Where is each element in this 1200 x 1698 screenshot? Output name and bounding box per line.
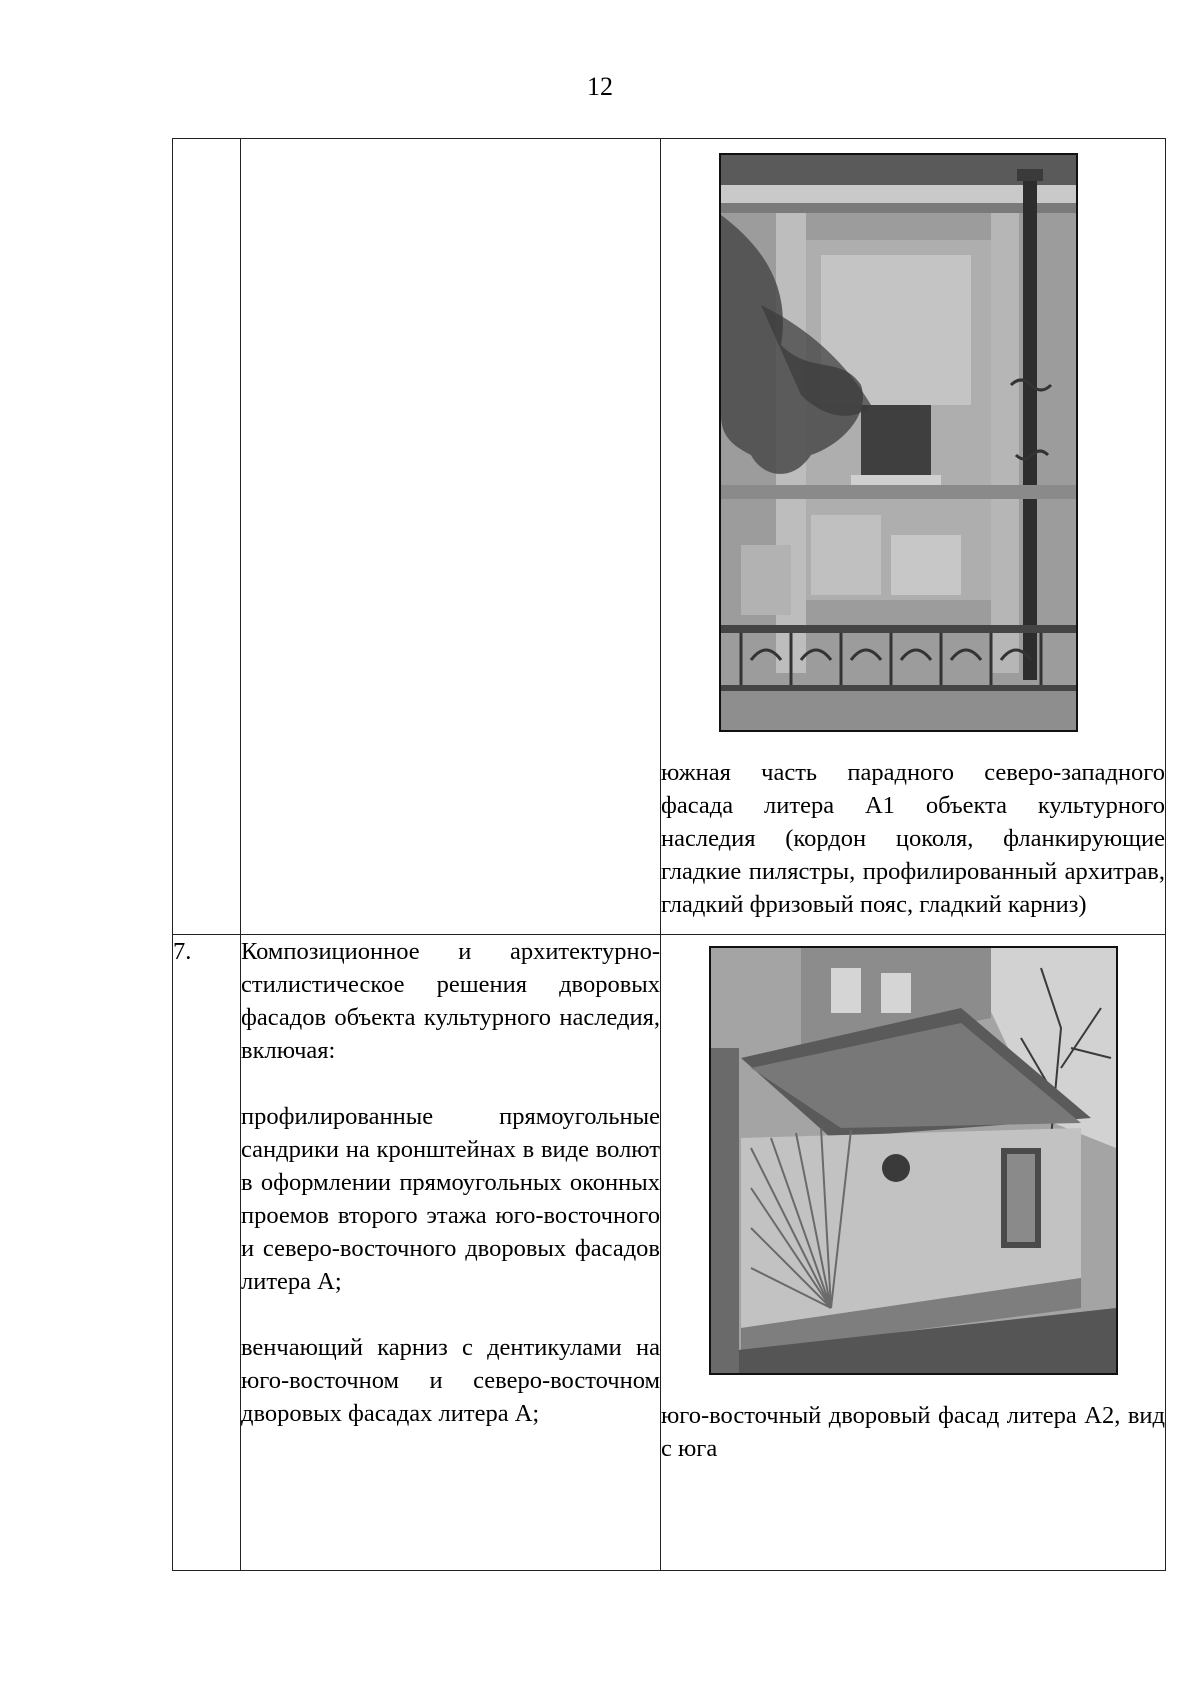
- heritage-table: [172, 138, 1166, 1571]
- facade-photo: [719, 153, 1078, 732]
- table-row: [173, 935, 1166, 1571]
- page-number: 12: [587, 72, 613, 101]
- photo-cell: [661, 935, 1166, 1571]
- description-paragraph: профилированные прямоугольные сандрики на кронштейнах в виде волют в оформлении прямоугольных оконных проемов второго этажа юго-восточного и северо-восточного дворовых фасадов литера А;: [241, 1103, 660, 1295]
- description-paragraph: Композиционное и архитектурно-стилистическое решения дворовых фасадов объекта культурного наследия, включая:: [241, 938, 660, 1064]
- description-paragraph: венчающий карниз с дентикулами на юго-восточном и северо-восточном дворовых фасадах литера А;: [241, 1334, 660, 1427]
- photo-caption: южная часть парадного северо-западного фасада литера А1 объекта культурного наследия (кордон цоколя, фланкирующие гладкие пилястры, профилированный архитрав, гладкий фризовый пояс, гладкий карниз): [661, 759, 1165, 918]
- row-description: [241, 139, 661, 935]
- courtyard-facade-photo: [709, 946, 1118, 1375]
- row-description: [241, 935, 661, 1571]
- photo-caption: юго-восточный дворовый фасад литера А2, вид с юга: [661, 1402, 1165, 1462]
- photo-cell: [661, 139, 1166, 935]
- row-number: 7.: [173, 935, 241, 1571]
- table-row: [173, 139, 1166, 935]
- row-number: [173, 139, 241, 935]
